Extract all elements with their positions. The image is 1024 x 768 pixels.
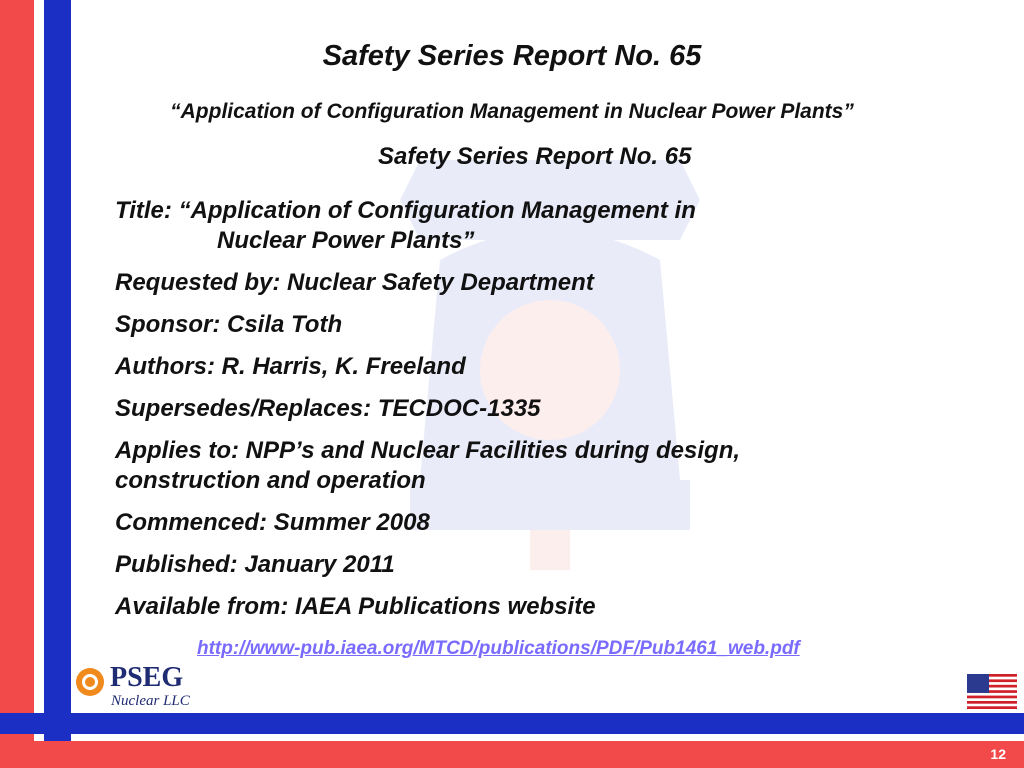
- pseg-logo: [75, 662, 215, 712]
- detail-applies-line1: Applies to: NPP’s and Nuclear Facilities during design,: [115, 437, 741, 464]
- detail-available-from: Available from: IAEA Publications website: [115, 593, 596, 620]
- iaea-publication-link[interactable]: http://www-pub.iaea.org/MTCD/publications/PDF/Pub1461_web.pdf: [197, 638, 800, 659]
- detail-commenced: Commenced: Summer 2008: [115, 509, 430, 536]
- slide-title: Safety Series Report No. 65: [322, 40, 702, 72]
- report-heading: Safety Series Report No. 65: [378, 143, 692, 170]
- detail-requested-by: Requested by: Nuclear Safety Department: [115, 269, 594, 296]
- pseg-sun-icon: [75, 667, 105, 697]
- detail-sponsor: Sponsor: Csila Toth: [115, 311, 343, 338]
- detail-applies-line2: construction and operation: [115, 467, 426, 494]
- slide-subtitle: “Application of Configuration Management in Nuclear Power Plants”: [170, 100, 854, 123]
- detail-title-line2: Nuclear Power Plants”: [217, 227, 475, 254]
- detail-supersedes: Supersedes/Replaces: TECDOC-1335: [115, 395, 541, 422]
- logo-name: PSEG: [110, 662, 184, 693]
- report-details: [115, 196, 905, 634]
- detail-title-line1: Title: “Application of Configuration Management in: [115, 197, 696, 224]
- logo-subtitle: Nuclear LLC: [111, 693, 190, 709]
- bottom-red-bar: [0, 741, 1024, 768]
- us-flag-icon: [967, 674, 1017, 709]
- detail-authors: Authors: R. Harris, K. Freeland: [115, 353, 466, 380]
- detail-title: [115, 196, 905, 256]
- detail-applies-to: [115, 436, 905, 496]
- page-number: 12: [990, 746, 1006, 762]
- detail-published: Published: January 2011: [115, 551, 395, 578]
- bottom-blue-bar: [0, 713, 1024, 734]
